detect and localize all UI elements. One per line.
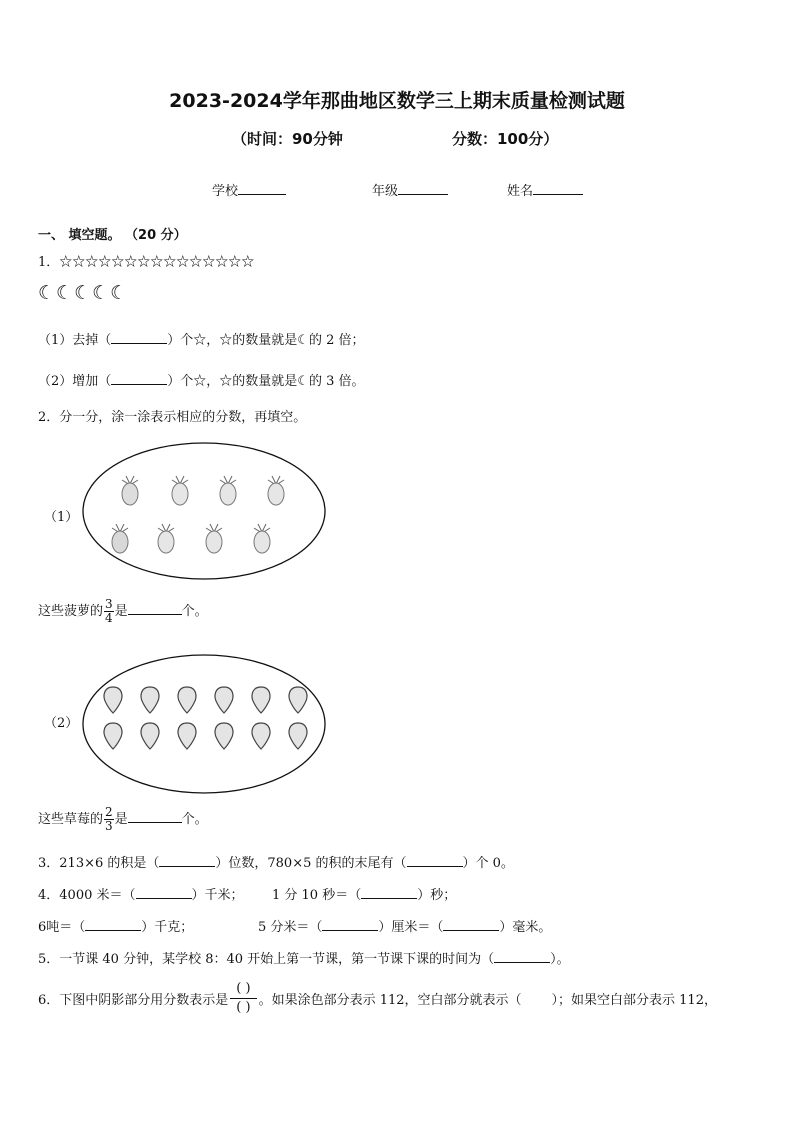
page-title: 2023-2024学年那曲地区数学三上期末质量检测试题 [169, 90, 625, 112]
strawberry-icon [141, 723, 159, 749]
strawberry-icon [215, 723, 233, 749]
q3-text-a: 3．213×6 的积是（ [38, 856, 160, 871]
q1-p2-text-a: （2）增加（ [38, 374, 112, 389]
q3-blank1[interactable] [159, 854, 215, 867]
grade-label: 年级 [372, 184, 399, 199]
strawberry-oval [80, 652, 328, 796]
q1-part1 [38, 329, 365, 348]
q1-p1-text-a: （1）去掉（ [38, 333, 112, 348]
q6-fraction-blank[interactable]: ( ) ( ) [230, 980, 256, 1017]
q4-text-d: ）秒； [417, 888, 457, 903]
q1-p2-text-c: 的 3 倍。 [308, 374, 365, 389]
q1-p2-blank[interactable] [111, 372, 167, 385]
moon-icon: ☾ [297, 333, 309, 348]
pineapple-oval [80, 440, 328, 582]
school-blank[interactable] [238, 182, 286, 195]
q4-blank1[interactable] [136, 886, 192, 899]
q2-a2-pre: 这些草莓的 [38, 812, 104, 827]
q4-text-e: 6吨＝（ [38, 920, 86, 935]
moon-icons: ☾☾☾☾☾ [38, 282, 129, 304]
q4-line1 [38, 884, 244, 903]
strawberry-icon [178, 723, 196, 749]
strawberry-icon [252, 723, 270, 749]
q3 [38, 852, 514, 871]
name-field [507, 180, 583, 199]
strawberry-icon [178, 687, 196, 713]
q2-a1-mid: 是 [114, 604, 128, 619]
q4-blank3[interactable] [85, 918, 141, 931]
pineapple-icon [206, 524, 222, 553]
q5-blank[interactable] [494, 950, 550, 963]
q5 [38, 948, 570, 967]
q4-text-c: 1 分 10 秒＝（ [272, 888, 362, 903]
q2-a2-mid: 是 [114, 812, 128, 827]
q1-p1-text-c: 的 2 倍； [308, 333, 365, 348]
section-heading: 一、 填空题。 （20 分） [38, 228, 187, 243]
moon-icon: ☾ [297, 374, 309, 389]
q6-text-c: ）；如果空白部分表示 112， [551, 993, 717, 1008]
q2-stem: 2．分一分，涂一涂表示相应的分数，再填空。 [38, 410, 307, 425]
strawberry-icon [104, 723, 122, 749]
q6-text-a: 6．下图中阴影部分用分数表示是 [38, 993, 229, 1008]
q6 [38, 980, 717, 1017]
q2-answer2 [38, 806, 208, 833]
strawberry-icon [289, 723, 307, 749]
q4-text-h: ）厘米＝（ [378, 920, 444, 935]
q4-text-f: ）千克； [141, 920, 194, 935]
pineapple-icon [220, 476, 236, 505]
pineapple-icon [122, 476, 138, 505]
q2-label2: （2） [44, 716, 79, 731]
q1-stem: 1．☆☆☆☆☆☆☆☆☆☆☆☆☆☆☆ [38, 255, 255, 270]
q4-text-a: 4．4000 米＝（ [38, 888, 136, 903]
q3-blank2[interactable] [407, 854, 463, 867]
q4-text-g: 5 分米＝（ [258, 920, 323, 935]
q1-p1-blank[interactable] [111, 331, 167, 344]
q2-a1-blank[interactable] [128, 602, 182, 615]
q2-a1-post: 个。 [181, 604, 208, 619]
school-label: 学校 [212, 184, 239, 199]
q4-line2 [38, 916, 193, 935]
name-label: 姓名 [507, 184, 534, 199]
exam-score: 分数：100分） [452, 130, 559, 148]
q1-part2 [38, 370, 365, 389]
pineapple-icon [254, 524, 270, 553]
q4-blank4[interactable] [322, 918, 378, 931]
fraction-2-3: $\frac{2}{3}$ [105, 805, 113, 833]
q1-p2-text-b: ）个☆，☆的数量就是 [167, 374, 298, 389]
q2-answer1 [38, 598, 208, 625]
exam-time: （时间：90分钟 [232, 130, 343, 148]
q4-line1-right [272, 884, 456, 903]
pineapple-icon [268, 476, 284, 505]
q3-text-c: ）个 0。 [462, 856, 514, 871]
school-field [212, 180, 286, 199]
q2-label1: （1） [44, 510, 79, 525]
strawberry-icon [141, 687, 159, 713]
q3-text-b: ）位数，780×5 的积的末尾有（ [215, 856, 407, 871]
grade-blank[interactable] [398, 182, 448, 195]
q1-p1-text-b: ）个☆，☆的数量就是 [167, 333, 298, 348]
q4-line2-right [258, 916, 551, 935]
pineapple-icon [172, 476, 188, 505]
q2-a2-blank[interactable] [128, 810, 182, 823]
q5-text-a: 5．一节课 40 分钟，某学校 8：40 开始上第一节课，第一节课下课的时间为（ [38, 952, 495, 967]
q4-text-i: ）毫米。 [499, 920, 552, 935]
q4-text-b: ）千米； [191, 888, 244, 903]
strawberry-icon [104, 687, 122, 713]
name-blank[interactable] [533, 182, 583, 195]
strawberry-icon [289, 687, 307, 713]
q2-a1-pre: 这些菠萝的 [38, 604, 104, 619]
q6-text-b: 。如果涂色部分表示 112，空白部分就表示（ [258, 993, 522, 1008]
pineapple-icon [112, 524, 128, 553]
fraction-3-4: $\frac{3}{4}$ [105, 597, 113, 625]
strawberry-icon [215, 687, 233, 713]
q4-blank2[interactable] [361, 886, 417, 899]
pineapple-icon [158, 524, 174, 553]
q2-a2-post: 个。 [181, 812, 208, 827]
grade-field [372, 180, 448, 199]
q4-blank5[interactable] [443, 918, 499, 931]
q5-text-b: ）。 [550, 952, 570, 967]
strawberry-icon [252, 687, 270, 713]
